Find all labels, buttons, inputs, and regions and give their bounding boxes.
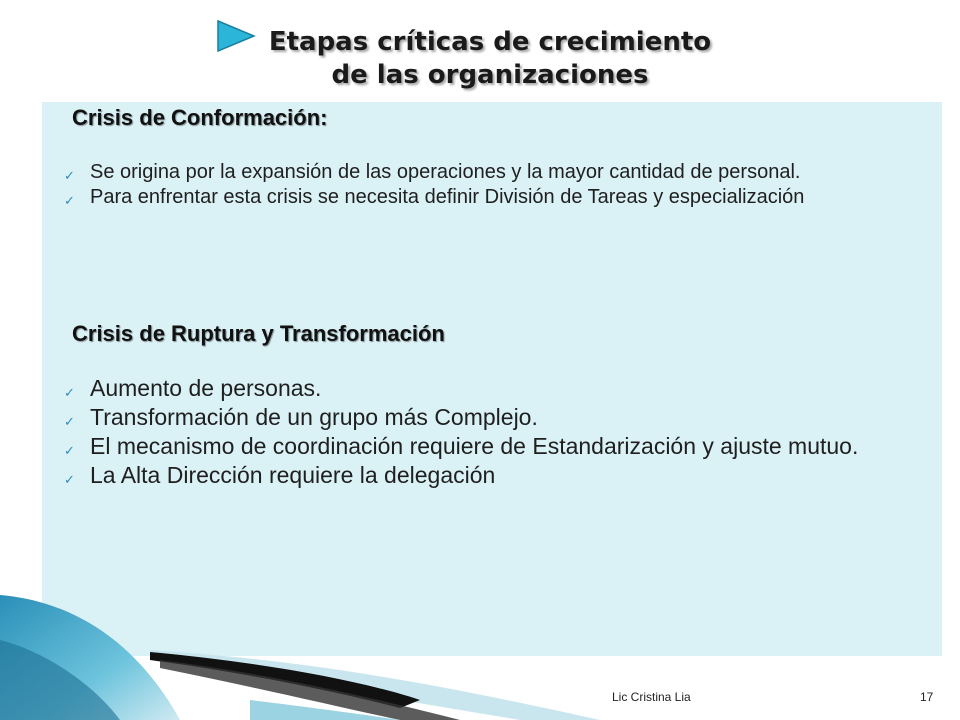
bullet-text: El mecanismo de coordinación requiere de Estandarización y ajuste mutuo. bbox=[90, 433, 859, 459]
bullet-text: La Alta Dirección requiere la delegación bbox=[90, 462, 496, 488]
ruptura-list bbox=[62, 377, 942, 493]
bullet-text: Aumento de personas. bbox=[90, 375, 322, 401]
title-line-1: Etapas críticas de crecimiento bbox=[268, 27, 712, 57]
list-item bbox=[62, 377, 942, 399]
section-heading-conformacion: Crisis de Conformación: bbox=[72, 105, 328, 130]
check-icon: ✓ bbox=[64, 193, 75, 208]
list-item bbox=[62, 163, 942, 182]
check-icon: ✓ bbox=[64, 472, 75, 487]
list-item bbox=[62, 406, 942, 428]
list-item bbox=[62, 435, 942, 457]
title-line-2: de las organizaciones bbox=[331, 60, 649, 90]
corner-wave-decoration bbox=[0, 570, 960, 720]
page-title bbox=[180, 26, 800, 92]
footer-author: Lic Cristina Lia bbox=[612, 690, 691, 704]
check-icon: ✓ bbox=[64, 414, 75, 429]
bullet-text: Se origina por la expansión de las operaciones y la mayor cantidad de personal. bbox=[90, 161, 801, 183]
bullet-text: Transformación de un grupo más Complejo. bbox=[90, 404, 538, 430]
list-item bbox=[62, 188, 942, 207]
check-icon: ✓ bbox=[64, 168, 75, 183]
page-number: 17 bbox=[920, 690, 934, 704]
section-heading-ruptura: Crisis de Ruptura y Transformación bbox=[72, 321, 445, 346]
check-icon: ✓ bbox=[64, 443, 75, 458]
list-item bbox=[62, 464, 942, 486]
check-icon: ✓ bbox=[64, 385, 75, 400]
bullet-text: Para enfrentar esta crisis se necesita definir División de Tareas y especialización bbox=[90, 186, 805, 208]
conformacion-list bbox=[62, 163, 942, 213]
